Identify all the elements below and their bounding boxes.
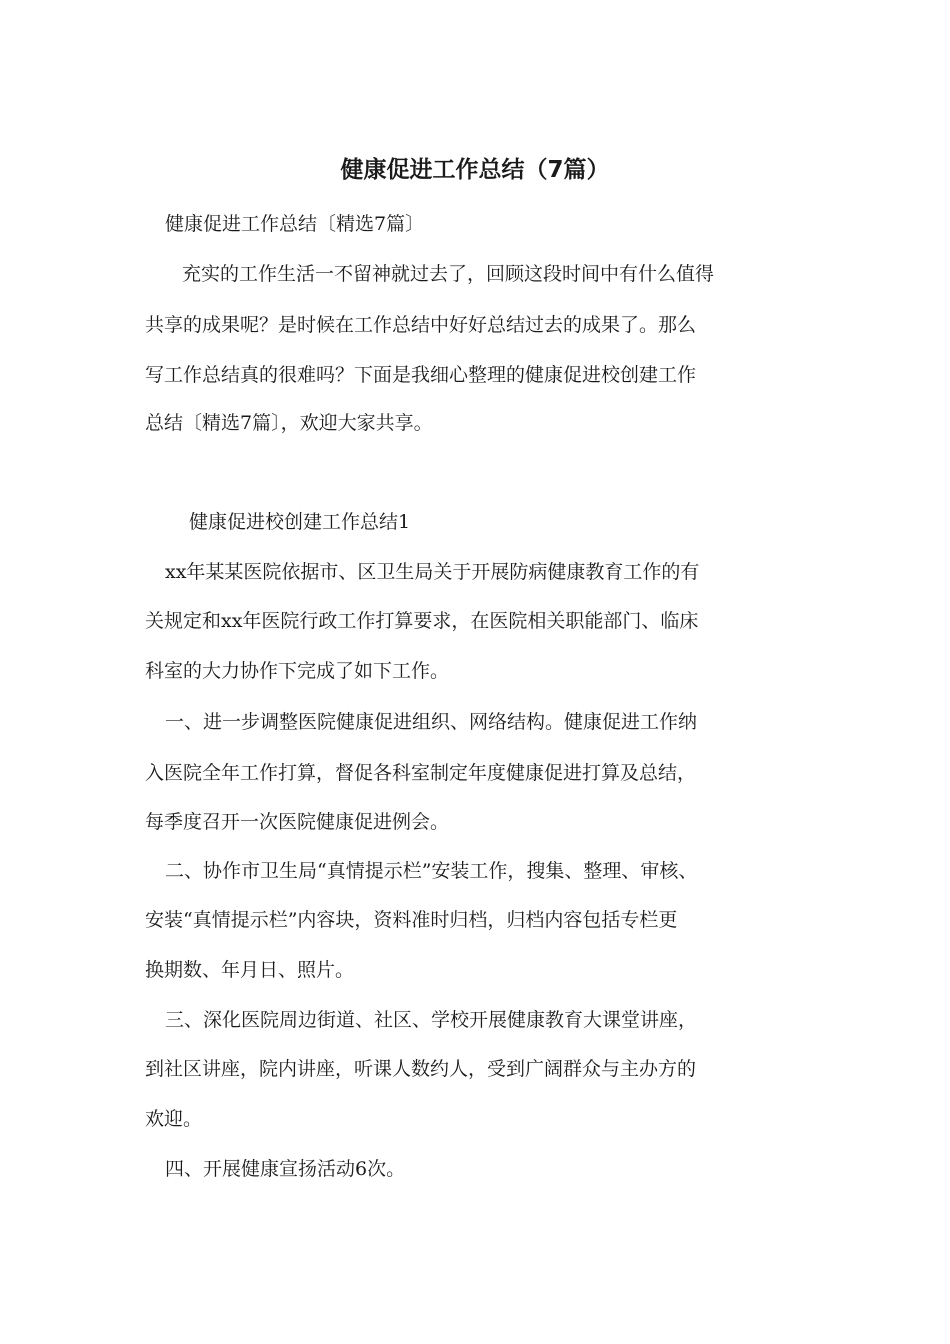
- body-line: 三、深化医院周边街道、社区、学校开展健康教育大课堂讲座，: [165, 1009, 698, 1031]
- body-line: 换期数、年月日、照片。: [145, 959, 355, 981]
- document-title: 健康促进工作总结（7篇）: [340, 157, 610, 183]
- body-line: 四、开展健康宣扬活动6次。: [165, 1158, 406, 1180]
- body-line: 每季度召开一次医院健康促进例会。: [145, 811, 450, 833]
- intro-line: 共享的成果呢？是时候在工作总结中好好总结过去的成果了。那么: [145, 314, 697, 336]
- body-line: 到社区讲座，院内讲座，听课人数约人，受到广阔群众与主办方的: [145, 1058, 697, 1080]
- body-line: 一、进一步调整医院健康促进组织、网络结构。健康促进工作纳: [165, 711, 698, 733]
- intro-line: 充实的工作生活一不留神就过去了，回顾这段时间中有什么值得: [182, 263, 715, 285]
- document-subtitle: 健康促进工作总结〔精选7篇〕: [165, 213, 425, 235]
- intro-line: 写工作总结真的很难吗？下面是我细心整理的健康促进校创建工作: [145, 364, 697, 386]
- body-line: 安装“真情提示栏”内容块，资料准时归档，归档内容包括专栏更: [145, 909, 678, 931]
- intro-line: 总结〔精选7篇〕，欢迎大家共享。: [145, 412, 433, 434]
- body-line: xx年某某医院依据市、区卫生局关于开展防病健康教育工作的有: [165, 561, 700, 583]
- body-line: 欢迎。: [145, 1108, 203, 1130]
- section-heading: 健康促进校创建工作总结1: [189, 511, 411, 533]
- body-line: 二、协作市卫生局“真情提示栏”安装工作，搜集、整理、审核、: [165, 860, 698, 882]
- body-line: 入医院全年工作打算，督促各科室制定年度健康促进打算及总结，: [145, 762, 697, 784]
- body-line: 科室的大力协作下完成了如下工作。: [145, 660, 450, 682]
- body-line: 关规定和xx年医院行政工作打算要求，在医院相关职能部门、临床: [145, 610, 699, 632]
